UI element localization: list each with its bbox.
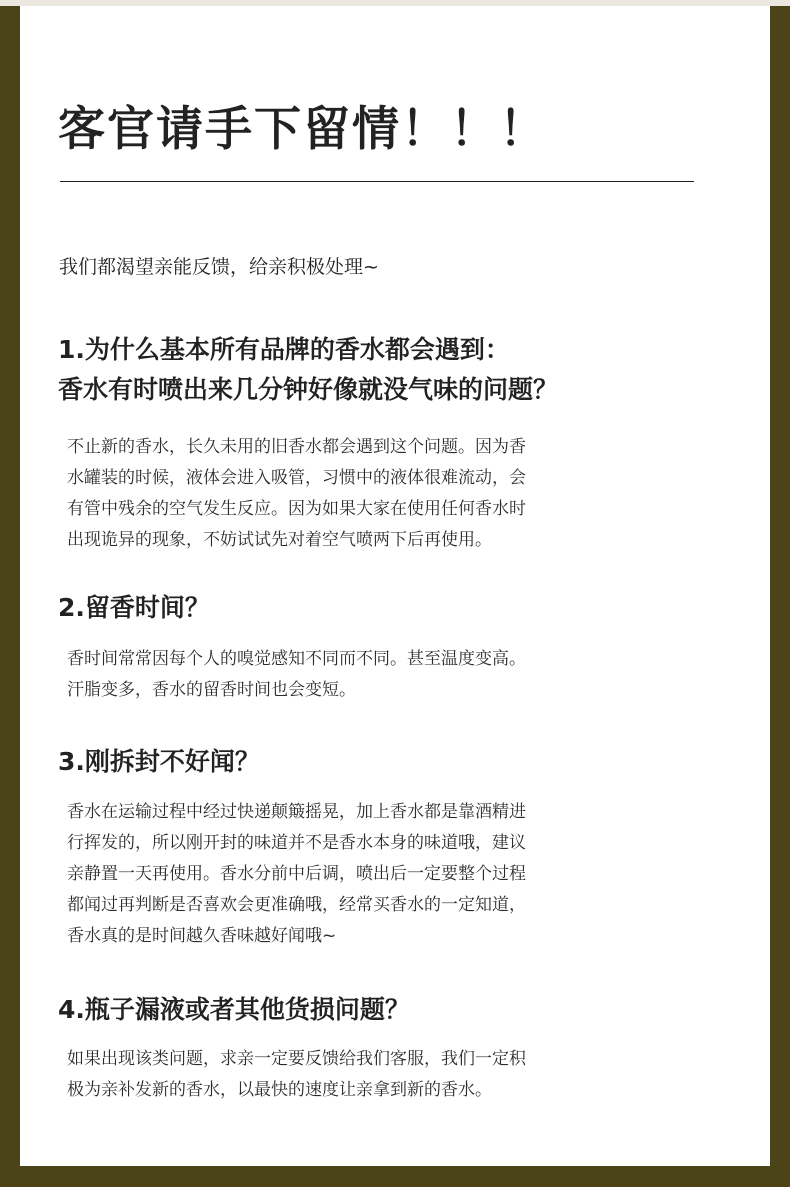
faq-3-title (58, 742, 260, 782)
faq-4-body-line-2: 极为亲补发新的香水，以最快的速度让亲拿到新的香水。 (67, 1080, 492, 1100)
intro-text: 我们都渴望亲能反馈，给亲积极处理~ (59, 256, 379, 278)
faq-2-title-line-1: 2.留香时间？ (58, 593, 210, 622)
faq-2-body-line-1: 香时间常常因每个人的嗅觉感知不同而不同。甚至温度变高。 (67, 649, 526, 669)
faq-4-title-line-1: 4.瓶子漏液或者其他货损问题？ (58, 995, 410, 1024)
faq-1-title (58, 330, 558, 410)
faq-1-title-line-1: 1.为什么基本所有品牌的香水都会遇到： (58, 335, 510, 364)
faq-1-body-line-3: 有管中残余的空气发生反应。因为如果大家在使用任何香水时 (67, 499, 526, 519)
faq-1-body (67, 432, 526, 556)
faq-4-body-line-1: 如果出现该类问题，求亲一定要反馈给我们客服，我们一定积 (67, 1049, 526, 1069)
faq-3-title-line-1: 3.刚拆封不好闻？ (58, 747, 260, 776)
faq-2-title (58, 588, 210, 628)
faq-3-body-line-4: 都闻过再判断是否喜欢会更准确哦，经常买香水的一定知道， (67, 895, 526, 915)
faq-3-body (67, 797, 526, 952)
faq-1-body-line-4: 出现诡异的现象，不妨试试先对着空气喷两下后再使用。 (67, 530, 492, 550)
faq-2-body (67, 644, 526, 706)
faq-4-title (58, 990, 410, 1030)
faq-3-body-line-3: 亲静置一天再使用。香水分前中后调，喷出后一定要整个过程 (67, 864, 526, 884)
faq-4-body (67, 1044, 526, 1106)
faq-1-body-line-1: 不止新的香水，长久未用的旧香水都会遇到这个问题。因为香 (67, 437, 526, 457)
faq-1-title-line-2: 香水有时喷出来几分钟好像就没气味的问题？ (58, 375, 559, 404)
faq-3-body-line-5: 香水真的是时间越久香味越好闻哦~ (67, 926, 337, 946)
title-divider (60, 181, 694, 182)
page-title: 客官请手下留情！！！ (58, 102, 548, 157)
faq-3-body-line-2: 行挥发的，所以刚开封的味道并不是香水本身的味道哦，建议 (67, 833, 526, 853)
faq-1-body-line-2: 水罐装的时候，液体会进入吸管，习惯中的液体很难流动，会 (67, 468, 526, 488)
faq-3-body-line-1: 香水在运输过程中经过快递颠簸摇晃，加上香水都是靠酒精进 (67, 802, 526, 822)
content-panel (20, 6, 770, 1166)
faq-2-body-line-2: 汗脂变多，香水的留香时间也会变短。 (67, 680, 356, 700)
